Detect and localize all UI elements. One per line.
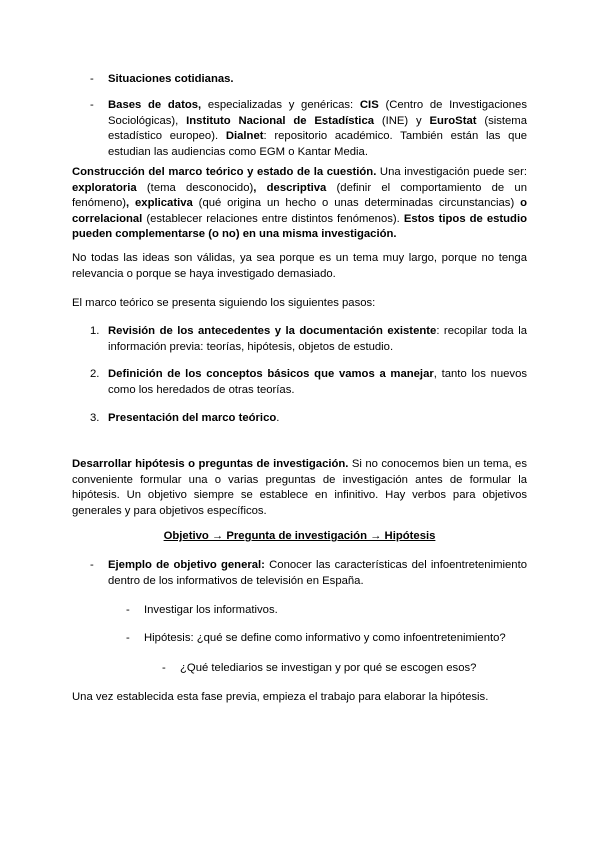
text-run: . [276, 412, 280, 424]
sub-item-text: Hipótesis: ¿qué se define como informativo y como infoentretenimiento? [144, 632, 506, 644]
text-run: (tema desconocido) [136, 181, 254, 194]
paragraph-ideas: No todas las ideas son válidas, ya sea porque es un tema muy largo, porque no tenga relevancia o porque se haya investigado demasiado. [72, 252, 527, 280]
numbered-item-2 [90, 367, 527, 398]
bullet-bases-de-datos [90, 98, 527, 160]
sub-sub-item-text: ¿Qué telediarios se investigan y por qué se escogen esos? [180, 662, 477, 674]
bullet-marker: - [162, 662, 166, 674]
bullet-text [108, 98, 527, 160]
bullet-marker: - [90, 99, 94, 111]
text-run: (sistema estadístico europeo). [108, 114, 528, 142]
numbered-item-1 [90, 324, 527, 355]
bullet-marker: - [126, 632, 130, 644]
bold-text: , explicativa [126, 197, 193, 209]
text-run: Una investigación puede ser: [376, 166, 527, 178]
text-run: (INE) y [374, 114, 430, 127]
bullet-marker: - [126, 604, 130, 616]
text-run: (qué origina un hecho o unas determinadas circunstancias) [192, 197, 521, 209]
bold-text: CIS [359, 99, 379, 111]
bullet-text [108, 72, 527, 88]
numbered-text [108, 367, 527, 398]
paragraph-pasos: El marco teórico se presenta siguiendo los siguientes pasos: [72, 297, 376, 309]
number-marker: 1. [90, 325, 100, 337]
paragraph-closing: Una vez establecida esta fase previa, empieza el trabajo para elaborar la hipótesis. [72, 691, 489, 703]
text-run: especializadas y genéricas: [201, 99, 360, 111]
bold-text: Definición de los conceptos básicos que vamos a manejar [108, 368, 434, 380]
numbered-text [108, 324, 527, 355]
sub-sub-item-telediarios [162, 661, 532, 677]
sub-item-investigar [126, 603, 526, 619]
bullet-marker: - [90, 73, 94, 85]
bold-text: Estos tipos de estudio pueden complementarse (o no) en una misma investigación. [72, 212, 527, 240]
text-run: (Centro de Investigaciones Sociológicas), [108, 99, 527, 127]
bold-text: Dialnet [225, 130, 264, 142]
bold-text: Desarrollar hipótesis o preguntas de investigación. [72, 458, 349, 470]
text-run: (definir el comportamiento de un fenómeno) [72, 181, 527, 209]
text-run: Si no conocemos bien un tema, es conveniente formular una o varias preguntas de investigación antes de formular la hipótesis. Un objetivo siempre se establece en infinitivo. Hay verbos para objetivos generales y para objetivos específicos. [72, 458, 527, 517]
paragraph-marco-teorico [72, 165, 527, 243]
bold-text: o correlacional [72, 197, 527, 225]
bold-text: Bases de datos, [108, 99, 202, 111]
number-marker: 3. [90, 412, 100, 424]
bold-text: EuroStat [429, 114, 477, 127]
bold-text: Revisión de los antecedentes y la documentación existente [108, 325, 437, 337]
text-run: , tanto los nuevos como los heredados de otras teorías. [108, 368, 527, 396]
text-run: (establecer relaciones entre distintos fenómenos). [142, 212, 404, 225]
bold-text: Situaciones cotidianas. [108, 73, 234, 85]
bullet-text [108, 558, 527, 589]
sub-item-hipotesis [126, 631, 546, 647]
bold-text: Ejemplo de objetivo general: [108, 559, 265, 571]
bullet-ejemplo-objetivo [90, 558, 527, 589]
paragraph-hipotesis [72, 457, 527, 519]
sub-item-text: Investigar los informativos. [144, 604, 278, 616]
bold-text: Construcción del marco teórico y estado de la cuestión. [72, 166, 377, 178]
text-run: Conocer las características del infoentretenimiento dentro de los informativos de televisión en España. [108, 559, 527, 587]
number-marker: 2. [90, 368, 100, 380]
bold-text: Presentación del marco teórico [108, 412, 277, 424]
bullet-marker: - [90, 559, 94, 571]
text-run: : repositorio académico. También están las que estudian las audiencias como EGM o Kantar Media. [108, 130, 528, 158]
objective-flow-heading: Objetivo → Pregunta de investigación → Hipótesis [163, 530, 436, 542]
bold-text: , descriptiva [253, 181, 327, 194]
bullet-situaciones [90, 72, 527, 88]
bold-text: Instituto Nacional de Estadística [186, 114, 375, 127]
numbered-text [108, 411, 527, 427]
bold-text: exploratoria [72, 181, 137, 194]
numbered-item-3 [90, 411, 527, 427]
text-run: : recopilar toda la información previa: teorías, hipótesis, objetos de estudio. [108, 325, 527, 353]
